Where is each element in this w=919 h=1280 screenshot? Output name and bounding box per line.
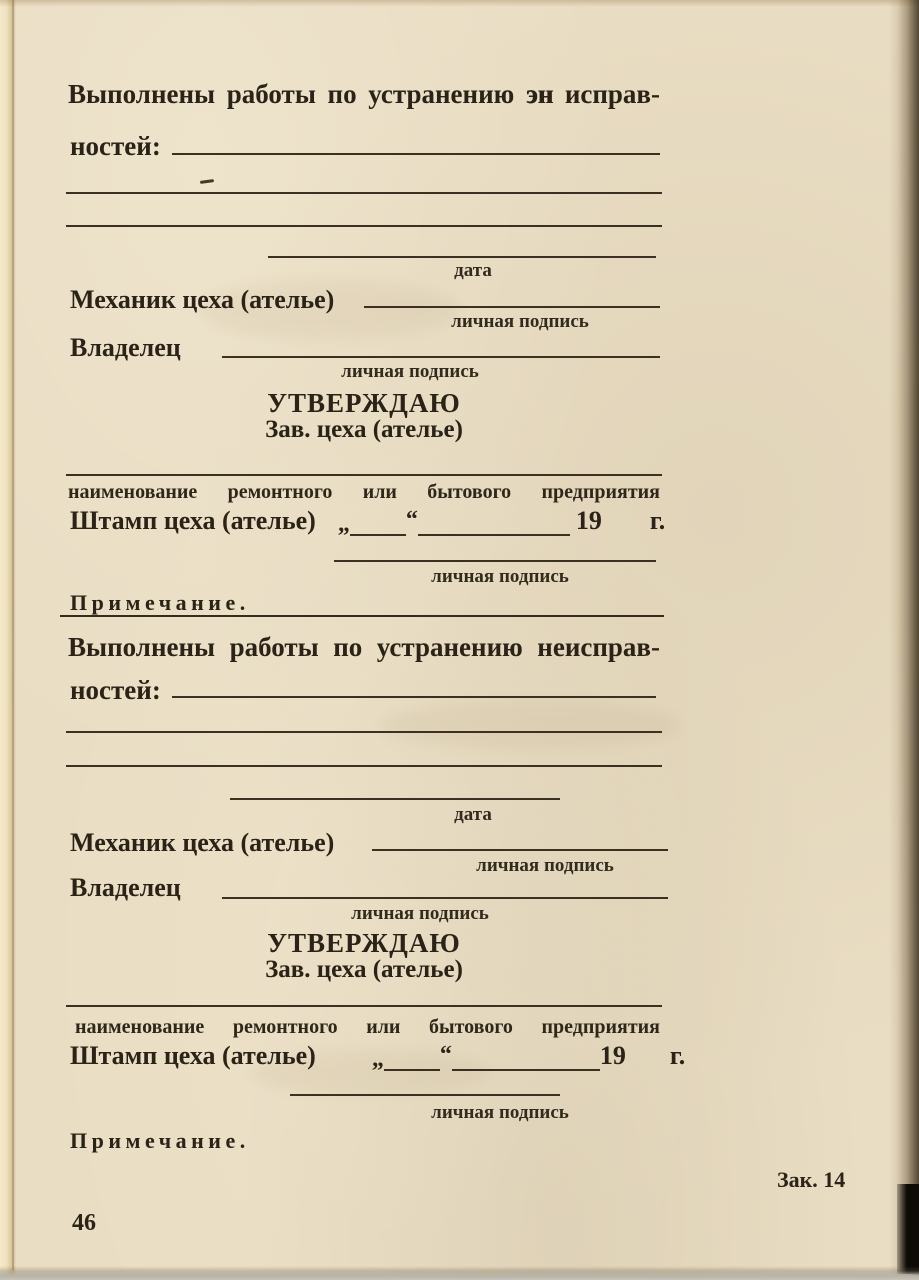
section-heading — [68, 80, 660, 108]
ink-speck — [200, 179, 214, 184]
date-line — [268, 256, 656, 258]
section-divider — [60, 615, 664, 617]
fill-line — [172, 696, 656, 698]
stamp-quote-close: “ — [439, 1042, 452, 1068]
owner-label: Владелец — [70, 333, 181, 362]
heading-text: исправ- — [564, 79, 660, 109]
signature-line — [290, 1094, 560, 1096]
page-edge-right-shadow — [889, 0, 919, 1280]
signature-line — [364, 306, 660, 308]
fill-line — [66, 192, 662, 194]
stamp-row — [70, 506, 665, 536]
signature-caption: личная подпись — [341, 361, 479, 382]
stamp-year-suffix: г. — [649, 506, 666, 535]
date-caption: дата — [454, 804, 492, 825]
fill-line — [66, 225, 662, 227]
date-line — [230, 798, 560, 800]
heading-typo: эн — [525, 79, 554, 109]
stamp-quote-open: „ — [371, 1046, 384, 1072]
stamp-blank-month — [418, 508, 570, 536]
approve-title: УТВЕРЖДАЮ — [267, 928, 461, 958]
stamp-blank-month — [452, 1043, 600, 1071]
heading-text: неисправ- — [537, 632, 661, 662]
enterprise-line — [66, 474, 662, 476]
page-edge-crease — [12, 0, 14, 1270]
approve-role: Зав. цеха (ателье) — [265, 416, 463, 443]
fill-line — [66, 731, 662, 733]
page-number: 46 — [72, 1210, 96, 1236]
ink-bleed-through — [380, 700, 680, 750]
note-label: Примечание. — [70, 590, 250, 615]
heading-text: Выполнены работы по устранению — [68, 79, 515, 109]
section-heading — [68, 633, 660, 661]
stamp-quote-open: „ — [337, 511, 350, 537]
fill-line — [172, 153, 660, 155]
page-edge-right-dark — [897, 1184, 919, 1274]
stamp-year: 19 — [575, 506, 602, 535]
page-edge-top — [0, 0, 919, 7]
heading-continuation: ностей: — [70, 131, 161, 161]
print-order-number: Зак. 14 — [777, 1167, 846, 1192]
stamp-label: Штамп цеха (ателье) — [70, 506, 316, 535]
page-edge-bottom — [0, 1266, 919, 1280]
signature-caption: личная подпись — [476, 855, 614, 876]
signature-caption: личная подпись — [431, 566, 569, 587]
mechanic-label: Механик цеха (ателье) — [70, 828, 335, 857]
heading-continuation: ностей: — [70, 675, 161, 705]
signature-line — [334, 560, 656, 562]
signature-caption: личная подпись — [451, 311, 589, 332]
stamp-row — [70, 1041, 685, 1071]
stamp-year-suffix: г. — [669, 1041, 686, 1070]
heading-text: Выполнены работы по устранению — [68, 632, 523, 662]
stamp-quote-close: “ — [405, 507, 418, 533]
approve-role: Зав. цеха (ателье) — [265, 956, 463, 983]
enterprise-caption: наименование ремонтного или бытового предприятия — [68, 481, 660, 503]
signature-caption: личная подпись — [351, 903, 489, 924]
owner-label: Владелец — [70, 873, 181, 902]
signature-line — [372, 849, 668, 851]
note-label: Примечание. — [70, 1128, 250, 1153]
date-caption: дата — [454, 260, 492, 281]
signature-caption: личная подпись — [431, 1102, 569, 1123]
enterprise-caption: наименование ремонтного или бытового предприятия — [75, 1016, 660, 1038]
signature-line — [222, 897, 668, 899]
stamp-year: 19 — [599, 1041, 626, 1070]
stamp-blank-day — [350, 508, 406, 536]
stamp-label: Штамп цеха (ателье) — [70, 1041, 316, 1070]
stamp-blank-day — [384, 1043, 440, 1071]
fill-line — [66, 765, 662, 767]
enterprise-line — [66, 1005, 662, 1007]
signature-line — [222, 356, 660, 358]
approve-title: УТВЕРЖДАЮ — [267, 388, 461, 418]
mechanic-label: Механик цеха (ателье) — [70, 285, 335, 314]
